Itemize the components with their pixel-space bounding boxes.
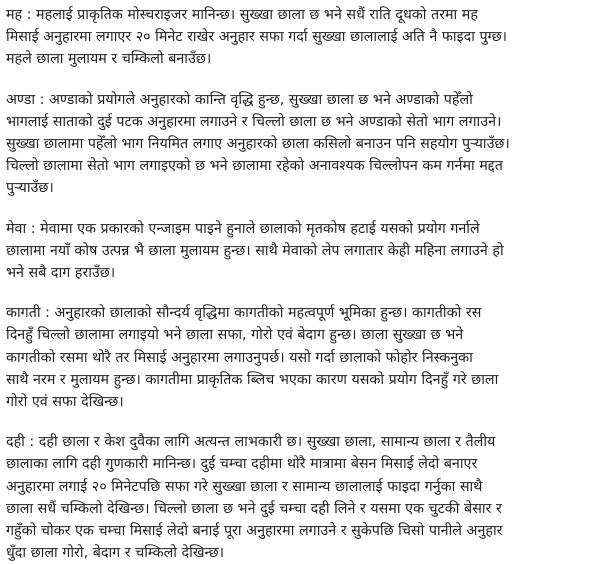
paragraph-yogurt: दही : दही छाला र केश दुवैका लागि अत्यन्त लाभकारी छ। सुख्खा छाला, सामान्य छाला र तैलीय छालाका लागि दही गुणकारी मानिन्छ। दुई चम्चा दहीमा थोरै मात्रामा बेसन मिसाई लेदो बनाएर अनुहारमा लगाई २० मिनेटपछि सफा गरे सुख्खा छाला र सामान्य छालालाई फाइदा गर्नुका साथै छाला सधैं चम्किलो देखिन्छ। चिल्लो छाला छ भने दुई चम्चा दही लिने र यसमा एक चुटकी बेसार र गहुँको चोकर एक चम्चा मिसाई लेदो बनाई पूरा अनुहारमा लगाउने र सुकेपछि चिसो पानीले अनुहार धुँदा छाला गोरो, बेदाग र चम्किलो देखिन्छ। (6, 434, 503, 562)
paragraph-honey: मह : महलाई प्राकृतिक मोस्चराइजर मानिन्छ। सुख्खा छाला छ भने सधैं राति दूधको तरमा मह मिसाई अनुहारमा लगाएर २० मिनेट राखेर अनुहार सफा गर्दा सुख्खा छालालाई अति नै फाइदा पुग्छ। महले छाला मुलायम र चम्किलो बनाउँछ। (6, 7, 508, 68)
paragraph-egg: अण्डा : अण्डाको प्रयोगले अनुहारको कान्ति वृद्धि हुन्छ, सुख्खा छाला छ भने अण्डाको पहेँलो भागलाई साताको दुई पटक अनुहारमा लगाउने र चिल्लो छाला छ भने अण्डाको सेतो भाग लगाउने। सुख्खा छालामा पहेँलो भाग नियमित लगाए अनुहारको छाला कसिलो बनाउन पनि सहयोग पुऱ्याउँछ। चिल्लो छालामा सेतो भाग लगाइएको छ भने छालामा रहेको अनावश्यक चिल्लोपन कम गर्नमा मद्दत पुऱ्याउँछ। (6, 91, 510, 197)
paragraph-lemon: कागती : अनुहारको छालाको सौन्दर्य वृद्धिमा कागतीको महत्वपूर्ण भूमिका हुन्छ। कागतीको रस दिनहुँ चिल्लो छालामा लगाइयो भने छाला सफा, गोरो एवं बेदाग हुन्छ। छाला सुख्खा छ भने कागतीको रसमा थोरै तर मिसाई अनुहारमा लगाउनुपर्छ। यसो गर्दा छालाको फोहोर निस्कनुका साथै नरम र मुलायम हुन्छ। कागतीमा प्राकृतिक ब्लिच भएका कारण यसको प्रयोग दिनहुँ गरे छाला गोरो एवं सफा देखिन्छ। (6, 305, 499, 411)
paragraph-papaya: मेवा : मेवामा एक प्रकारको एन्जाइम पाइने हुनाले छालाको मृतकोष हटाई यसको प्रयोग गर्नाले छालामा नयाँ कोष उत्पन्न भै छाला मुलायम हुन्छ। साथै मेवाको लेप लगातार केही महिना लगाउने हो भने सबै दाग हराउँछ। (6, 220, 504, 282)
